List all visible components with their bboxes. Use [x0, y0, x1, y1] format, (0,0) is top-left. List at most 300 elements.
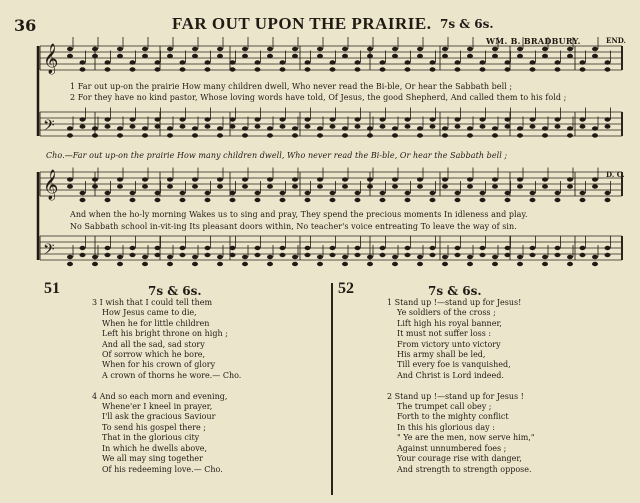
- note-head: [92, 133, 98, 137]
- note-head: [517, 262, 523, 266]
- hymn51-line: In which he dwells above,: [102, 443, 207, 453]
- note-head: [230, 246, 236, 250]
- note-head: [105, 198, 111, 202]
- note-head: [467, 54, 473, 58]
- hymn52-line: 1 Stand up !—stand up for Jesus!: [387, 298, 522, 307]
- note-head: [117, 177, 123, 181]
- note-head: [130, 117, 136, 121]
- note-head: [317, 184, 323, 188]
- note-head: [292, 47, 298, 51]
- note-head: [492, 133, 498, 137]
- note-head: [117, 255, 123, 259]
- note-head: [280, 117, 286, 121]
- note-head: [292, 133, 298, 137]
- note-head: [367, 126, 373, 130]
- note-head: [430, 253, 436, 257]
- note-head: [92, 47, 98, 51]
- note-head: [292, 262, 298, 266]
- hymn-51-verses: [92, 298, 241, 475]
- note-head: [167, 54, 173, 58]
- note-head: [392, 47, 398, 51]
- note-head: [155, 60, 161, 64]
- note-head: [417, 262, 423, 266]
- note-head: [117, 184, 123, 188]
- note-head: [255, 117, 261, 121]
- note-head: [217, 262, 223, 266]
- note-head: [455, 117, 461, 121]
- note-head: [280, 246, 286, 250]
- note-head: [292, 255, 298, 259]
- note-head: [480, 191, 486, 195]
- note-head: [442, 184, 448, 188]
- note-head: [155, 246, 161, 250]
- note-head: [130, 67, 136, 71]
- hymn51-line: Left his bright throne on high ;: [102, 329, 228, 339]
- lyric-line-1: 1 Far out up-on the prairie How many children dwell, Who never read the Bi-ble, Or hear the Sabbath bell ;: [70, 82, 513, 91]
- note-head: [130, 124, 136, 128]
- lyric-line-3: And when the ho-ly morning Wakes us to sing and pray, They spend the precious moments In idleness and play.: [70, 210, 528, 219]
- note-head: [405, 117, 411, 121]
- note-head: [130, 198, 136, 202]
- note-head: [155, 124, 161, 128]
- note-head: [430, 198, 436, 202]
- note-head: [517, 54, 523, 58]
- note-head: [317, 54, 323, 58]
- hymn52-line: Against unnumbered foes ;: [397, 443, 507, 453]
- note-head: [367, 184, 373, 188]
- note-head: [380, 246, 386, 250]
- column-divider: [331, 283, 333, 495]
- hymn52-line: The trumpet call obey ;: [397, 402, 492, 412]
- note-head: [480, 124, 486, 128]
- note-head: [567, 133, 573, 137]
- note-head: [380, 253, 386, 257]
- note-head: [530, 246, 536, 250]
- note-head: [517, 126, 523, 130]
- note-head: [192, 262, 198, 266]
- note-head: [342, 177, 348, 181]
- note-head: [592, 47, 598, 51]
- note-head: [442, 177, 448, 181]
- song-title: FAR OUT UPON THE PRAIRIE.: [172, 14, 432, 33]
- note-head: [217, 126, 223, 130]
- note-head: [330, 67, 336, 71]
- hymn52-line: Your courage rise with danger,: [397, 454, 522, 464]
- dc-mark: D. C.: [606, 170, 625, 179]
- note-head: [155, 198, 161, 202]
- note-head: [230, 60, 236, 64]
- note-head: [605, 124, 611, 128]
- note-head: [255, 198, 261, 202]
- note-head: [67, 47, 73, 51]
- note-head: [542, 184, 548, 188]
- note-head: [142, 133, 148, 137]
- hymn-51-number: 51: [44, 280, 60, 297]
- note-head: [180, 246, 186, 250]
- note-head: [217, 255, 223, 259]
- note-head: [467, 184, 473, 188]
- note-head: [255, 191, 261, 195]
- note-head: [455, 191, 461, 195]
- note-head: [355, 124, 361, 128]
- note-head: [430, 246, 436, 250]
- note-head: [167, 133, 173, 137]
- lyric-line-4: No Sabbath school in-vit-ing Its pleasant doors within, No teacher's voice entreating To leave the way of sin.: [70, 222, 517, 231]
- note-head: [355, 60, 361, 64]
- note-head: [92, 184, 98, 188]
- note-head: [430, 124, 436, 128]
- note-head: [192, 54, 198, 58]
- hymn52-line: Ye soldiers of the cross ;: [397, 308, 496, 318]
- note-head: [555, 117, 561, 121]
- composer: WM. B. BRADBURY.: [486, 36, 581, 46]
- note-head: [430, 117, 436, 121]
- note-head: [467, 126, 473, 130]
- note-head: [180, 117, 186, 121]
- note-head: [242, 262, 248, 266]
- note-head: [280, 191, 286, 195]
- note-head: [392, 177, 398, 181]
- note-head: [405, 198, 411, 202]
- note-head: [417, 126, 423, 130]
- note-head: [555, 67, 561, 71]
- hymn51-line: Whene'er I kneel in prayer,: [102, 402, 213, 412]
- note-head: [355, 67, 361, 71]
- note-head: [205, 60, 211, 64]
- note-head: [205, 67, 211, 71]
- note-head: [555, 246, 561, 250]
- note-head: [567, 255, 573, 259]
- note-head: [242, 133, 248, 137]
- note-head: [267, 262, 273, 266]
- note-head: [405, 60, 411, 64]
- note-head: [142, 47, 148, 51]
- note-head: [542, 54, 548, 58]
- note-head: [592, 255, 598, 259]
- note-head: [405, 67, 411, 71]
- note-head: [592, 184, 598, 188]
- note-head: [130, 60, 136, 64]
- hymn52-line: And strength to strength oppose.: [397, 464, 532, 474]
- note-head: [380, 198, 386, 202]
- note-head: [92, 177, 98, 181]
- note-head: [267, 184, 273, 188]
- note-head: [492, 126, 498, 130]
- note-head: [267, 126, 273, 130]
- note-head: [405, 191, 411, 195]
- note-head: [417, 184, 423, 188]
- note-head: [567, 177, 573, 181]
- note-head: [417, 133, 423, 137]
- note-head: [105, 117, 111, 121]
- note-head: [555, 191, 561, 195]
- note-head: [480, 67, 486, 71]
- note-head: [117, 47, 123, 51]
- note-head: [305, 117, 311, 121]
- note-head: [242, 255, 248, 259]
- note-head: [117, 133, 123, 137]
- note-head: [130, 246, 136, 250]
- note-head: [92, 126, 98, 130]
- note-head: [555, 124, 561, 128]
- note-head: [317, 262, 323, 266]
- note-head: [142, 184, 148, 188]
- end-mark: END.: [606, 36, 626, 45]
- note-head: [292, 177, 298, 181]
- note-head: [392, 255, 398, 259]
- note-head: [80, 191, 86, 195]
- note-head: [242, 177, 248, 181]
- note-head: [342, 184, 348, 188]
- note-head: [367, 47, 373, 51]
- note-head: [67, 133, 73, 137]
- note-head: [167, 177, 173, 181]
- note-head: [605, 253, 611, 257]
- note-head: [405, 253, 411, 257]
- note-head: [205, 246, 211, 250]
- note-head: [505, 253, 511, 257]
- note-head: [267, 47, 273, 51]
- note-head: [180, 191, 186, 195]
- note-head: [217, 54, 223, 58]
- note-head: [167, 255, 173, 259]
- note-head: [555, 198, 561, 202]
- note-head: [505, 246, 511, 250]
- note-head: [130, 191, 136, 195]
- note-head: [567, 184, 573, 188]
- note-head: [317, 47, 323, 51]
- hymn52-line: 2 Stand up !—stand up for Jesus !: [387, 391, 524, 401]
- note-head: [242, 47, 248, 51]
- note-head: [530, 117, 536, 121]
- note-head: [317, 133, 323, 137]
- hymn52-line: Lift high his royal banner,: [397, 318, 502, 328]
- hymn-52-meter: 7s & 6s.: [428, 284, 482, 298]
- note-head: [305, 198, 311, 202]
- hymn51-line: Of his redeeming love.— Cho.: [102, 464, 223, 474]
- note-head: [180, 198, 186, 202]
- hymn52-line: And Christ is Lord indeed.: [397, 370, 504, 380]
- note-head: [230, 117, 236, 121]
- note-head: [92, 54, 98, 58]
- note-head: [255, 246, 261, 250]
- hymn-51-meter: 7s & 6s.: [148, 284, 202, 298]
- hymn52-line: It must not suffer loss :: [397, 329, 492, 339]
- note-head: [405, 124, 411, 128]
- note-head: [455, 253, 461, 257]
- hymn51-line: When for his crown of glory: [102, 360, 216, 370]
- note-head: [392, 133, 398, 137]
- note-head: [530, 191, 536, 195]
- note-head: [605, 246, 611, 250]
- hymn52-line: " Ye are the men, now serve him,": [397, 433, 535, 443]
- note-head: [380, 67, 386, 71]
- note-head: [167, 262, 173, 266]
- note-head: [205, 191, 211, 195]
- note-head: [605, 67, 611, 71]
- note-head: [530, 60, 536, 64]
- hymn51-line: How Jesus came to die,: [102, 308, 197, 318]
- note-head: [342, 47, 348, 51]
- note-head: [292, 54, 298, 58]
- note-head: [530, 198, 536, 202]
- note-head: [330, 191, 336, 195]
- note-head: [205, 253, 211, 257]
- note-head: [205, 117, 211, 121]
- note-head: [317, 255, 323, 259]
- note-head: [305, 124, 311, 128]
- note-head: [505, 117, 511, 121]
- hymn51-line: Of sorrow which he bore,: [102, 350, 206, 360]
- note-head: [255, 253, 261, 257]
- note-head: [330, 124, 336, 128]
- treble-clef-icon: 𝄞: [43, 170, 59, 200]
- hymn52-line: In this his glorious day :: [397, 422, 495, 432]
- note-head: [505, 67, 511, 71]
- note-head: [242, 126, 248, 130]
- note-head: [80, 67, 86, 71]
- hymn51-line: A crown of thorns he wore.— Cho.: [102, 370, 242, 380]
- note-head: [567, 262, 573, 266]
- note-head: [467, 255, 473, 259]
- note-head: [217, 47, 223, 51]
- note-head: [155, 117, 161, 121]
- note-head: [430, 60, 436, 64]
- note-head: [380, 191, 386, 195]
- bass-clef-icon: 𝄢: [43, 117, 55, 138]
- note-head: [230, 198, 236, 202]
- note-head: [105, 124, 111, 128]
- note-head: [255, 60, 261, 64]
- note-head: [305, 246, 311, 250]
- treble-clef-icon: 𝄞: [43, 44, 59, 74]
- note-head: [167, 126, 173, 130]
- hymn51-line: I'll ask the gracious Saviour: [102, 412, 216, 422]
- note-head: [605, 191, 611, 195]
- note-head: [142, 54, 148, 58]
- page-number: 36: [14, 16, 37, 35]
- hymn52-line: [387, 381, 535, 391]
- note-head: [555, 253, 561, 257]
- note-head: [367, 177, 373, 181]
- note-head: [542, 126, 548, 130]
- note-head: [342, 126, 348, 130]
- note-head: [217, 177, 223, 181]
- note-head: [505, 60, 511, 64]
- note-head: [380, 124, 386, 128]
- note-head: [117, 262, 123, 266]
- note-head: [180, 60, 186, 64]
- note-head: [417, 54, 423, 58]
- note-head: [67, 54, 73, 58]
- note-head: [417, 255, 423, 259]
- note-head: [230, 124, 236, 128]
- note-head: [142, 262, 148, 266]
- note-head: [317, 126, 323, 130]
- note-head: [80, 198, 86, 202]
- note-head: [442, 133, 448, 137]
- hymn52-line: Till every foe is vanquished,: [397, 360, 511, 370]
- note-head: [442, 255, 448, 259]
- hymn-52-number: 52: [338, 280, 354, 297]
- note-head: [80, 246, 86, 250]
- note-head: [142, 177, 148, 181]
- note-head: [392, 126, 398, 130]
- note-head: [305, 60, 311, 64]
- note-head: [592, 177, 598, 181]
- note-head: [492, 54, 498, 58]
- note-head: [192, 133, 198, 137]
- note-head: [567, 47, 573, 51]
- note-head: [105, 67, 111, 71]
- note-head: [605, 117, 611, 121]
- hymn51-line: [92, 381, 241, 391]
- note-head: [442, 47, 448, 51]
- note-head: [580, 60, 586, 64]
- note-head: [167, 47, 173, 51]
- note-head: [580, 117, 586, 121]
- note-head: [155, 253, 161, 257]
- note-head: [255, 124, 261, 128]
- note-head: [105, 60, 111, 64]
- note-head: [80, 253, 86, 257]
- note-head: [542, 47, 548, 51]
- note-head: [242, 184, 248, 188]
- note-head: [342, 262, 348, 266]
- chorus-line: Cho.—Far out up-on the prairie How many children dwell, Who never read the Bi-ble, Or hear the Sabbath bell ;: [46, 151, 508, 160]
- note-head: [442, 54, 448, 58]
- lyric-line-2: 2 For they have no kind pastor, Whose loving words have told, Of Jesus, the good Shepherd, And called them to his fold ;: [70, 93, 567, 102]
- note-head: [355, 198, 361, 202]
- note-head: [342, 255, 348, 259]
- note-head: [267, 255, 273, 259]
- note-head: [105, 253, 111, 257]
- note-head: [267, 133, 273, 137]
- hymn51-line: That in the glorious city: [102, 433, 200, 443]
- hymn52-line: From victory unto victory: [397, 339, 501, 349]
- note-head: [530, 67, 536, 71]
- note-head: [80, 60, 86, 64]
- note-head: [380, 60, 386, 64]
- note-head: [392, 54, 398, 58]
- note-head: [542, 255, 548, 259]
- note-head: [180, 67, 186, 71]
- note-head: [205, 124, 211, 128]
- note-head: [442, 262, 448, 266]
- note-head: [355, 253, 361, 257]
- note-head: [305, 67, 311, 71]
- note-head: [67, 255, 73, 259]
- note-head: [367, 255, 373, 259]
- note-head: [580, 124, 586, 128]
- note-head: [567, 54, 573, 58]
- hymn51-line: We all may sing together: [102, 454, 203, 464]
- note-head: [517, 255, 523, 259]
- song-meter: 7s & 6s.: [440, 17, 494, 31]
- note-head: [367, 54, 373, 58]
- note-head: [330, 198, 336, 202]
- note-head: [305, 191, 311, 195]
- note-head: [230, 191, 236, 195]
- note-head: [492, 262, 498, 266]
- note-head: [142, 126, 148, 130]
- note-head: [355, 246, 361, 250]
- note-head: [342, 54, 348, 58]
- note-head: [505, 191, 511, 195]
- note-head: [155, 191, 161, 195]
- note-head: [367, 133, 373, 137]
- note-head: [492, 255, 498, 259]
